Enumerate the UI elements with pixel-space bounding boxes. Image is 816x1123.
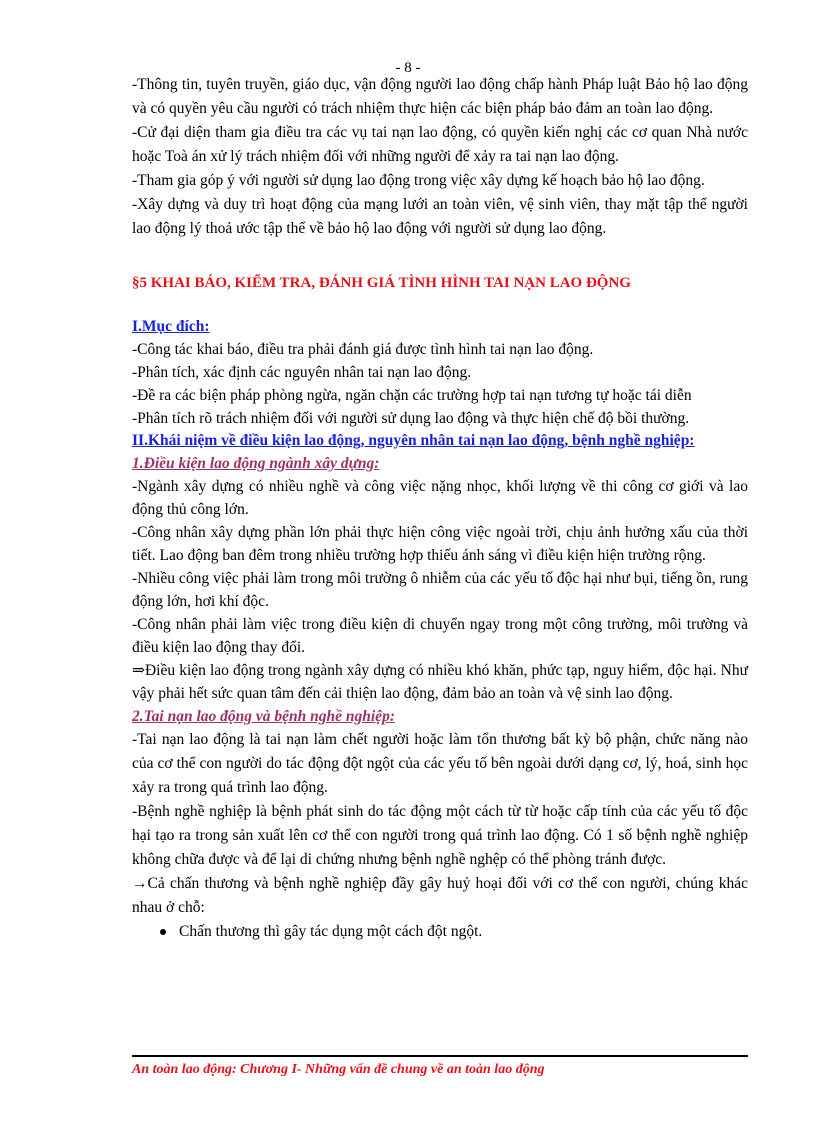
sub2-heading: 2.Tai nạn lao động và bệnh nghề nghiệp: <box>132 708 395 725</box>
part1-item-2: -Phân tích, xác định các nguyên nhân tai nạn lao động. <box>132 364 472 381</box>
footer-divider <box>132 1055 748 1057</box>
intro-item-1: -Thông tin, tuyên truyền, giáo dục, vận động người lao động chấp hành Pháp luật Bảo hộ lao động và có quyền yêu cầu người có trách nhiệm thực hiện các biện pháp bảo đảm an toàn lao động. <box>132 76 748 117</box>
sub1-conclusion: ⇒Điều kiện lao động trong ngành xây dựng có nhiều khó khăn, phức tạp, nguy hiểm, độc hại. Như vậy phải hết sức quan tâm đến cải thiện lao động, đảm bảo an toàn và vệ sinh lao động. <box>132 662 748 702</box>
sub2-item-3: →Cả chấn thương và bệnh nghề nghiệp đầy gây huỷ hoại đối với cơ thể con người, chúng khác nhau ở chỗ: <box>132 875 748 916</box>
page-footer: An toàn lao động: Chương I- Những vấn đề chung về an toàn lao động <box>132 1062 545 1077</box>
sub1-heading: 1.Điều kiện lao động ngành xây dựng: <box>132 455 380 472</box>
sub1-item-2: -Công nhân xây dựng phần lớn phải thực hiện công việc ngoài trời, chịu ảnh hưởng xấu của thời tiết. Lao động ban đêm trong nhiều trường hợp thiếu ánh sáng vì điều kiện hiện trường rộng. <box>132 524 748 564</box>
part2-heading: II.Khái niệm về điều kiện lao động, nguyên nhân tai nạn lao động, bệnh nghề nghiệp: <box>132 432 695 449</box>
intro-item-4: -Xây dựng và duy trì hoạt động của mạng lưới an toàn viên, vệ sinh viên, thay mặt tập thể người lao động lý thoả ước tập thể về bảo hộ lao động với người sử dụng lao động. <box>132 196 748 237</box>
part1-item-3: -Đề ra các biện pháp phòng ngừa, ngăn chặn các trường hợp tai nạn tương tự hoặc tái diễn <box>132 387 692 404</box>
part1-item-1: -Công tác khai báo, điều tra phải đánh giá được tình hình tai nạn lao động. <box>132 341 594 358</box>
page-content <box>132 73 748 944</box>
intro-item-3: -Tham gia góp ý với người sử dụng lao động trong việc xây dựng kế hoạch bảo hộ lao động. <box>132 172 705 189</box>
sub2-item-1: -Tai nạn lao động là tai nạn làm chết người hoặc làm tổn thương bất kỳ bộ phận, chức năng nào của cơ thể con người do tác động đột ngột của các yếu tố bên ngoài dưới dạng cơ, lý, hoá, sinh học xảy ra trong quá trình lao động. <box>132 731 748 796</box>
intro-item-2: -Cử đại diện tham gia điều tra các vụ tai nạn lao động, có quyền kiến nghị các cơ quan Nhà nước hoặc Toà án xử lý trách nhiệm đối với những người để xảy ra tai nạn lao động. <box>132 124 748 165</box>
bullet-item: Chấn thương thì gây tác dụng một cách đột ngột. <box>132 920 748 944</box>
sub2-item-2: -Bệnh nghề nghiệp là bệnh phát sinh do tác động một cách từ từ hoặc cấp tính của các yếu tố độc hại tạo ra trong sản xuất lên cơ thể con người trong quá trình lao động. Có 1 số bệnh nghề nghiệp không chữa được và để lại di chứng nhưng bệnh nghề nghệp có thể phòng tránh được. <box>132 803 748 868</box>
part1-item-4: -Phân tích rõ trách nhiệm đối với người sử dụng lao động và thực hiện chế độ bồi thường. <box>132 410 690 427</box>
bullet-list <box>132 920 748 944</box>
sub1-item-1: -Ngành xây dựng có nhiều nghề và công việc nặng nhọc, khối lượng về thi công cơ giới và lao động thủ công lớn. <box>132 478 748 518</box>
sub1-item-3: -Nhiều công việc phải làm trong môi trường ô nhiễm của các yếu tố độc hại như bụi, tiếng ồn, rung động lớn, hơi khí độc. <box>132 570 748 610</box>
section-title: §5 KHAI BÁO, KIỂM TRA, ĐÁNH GIÁ TÌNH HÌNH TAI NẠN LAO ĐỘNG <box>132 275 631 291</box>
part1-heading: I.Mục đích: <box>132 318 210 335</box>
sub1-item-4: -Công nhân phải làm việc trong điều kiện di chuyển ngay trong một công trường, môi trường và điều kiện lao động thay đổi. <box>132 616 748 656</box>
page-number: - 8 - <box>395 60 421 76</box>
